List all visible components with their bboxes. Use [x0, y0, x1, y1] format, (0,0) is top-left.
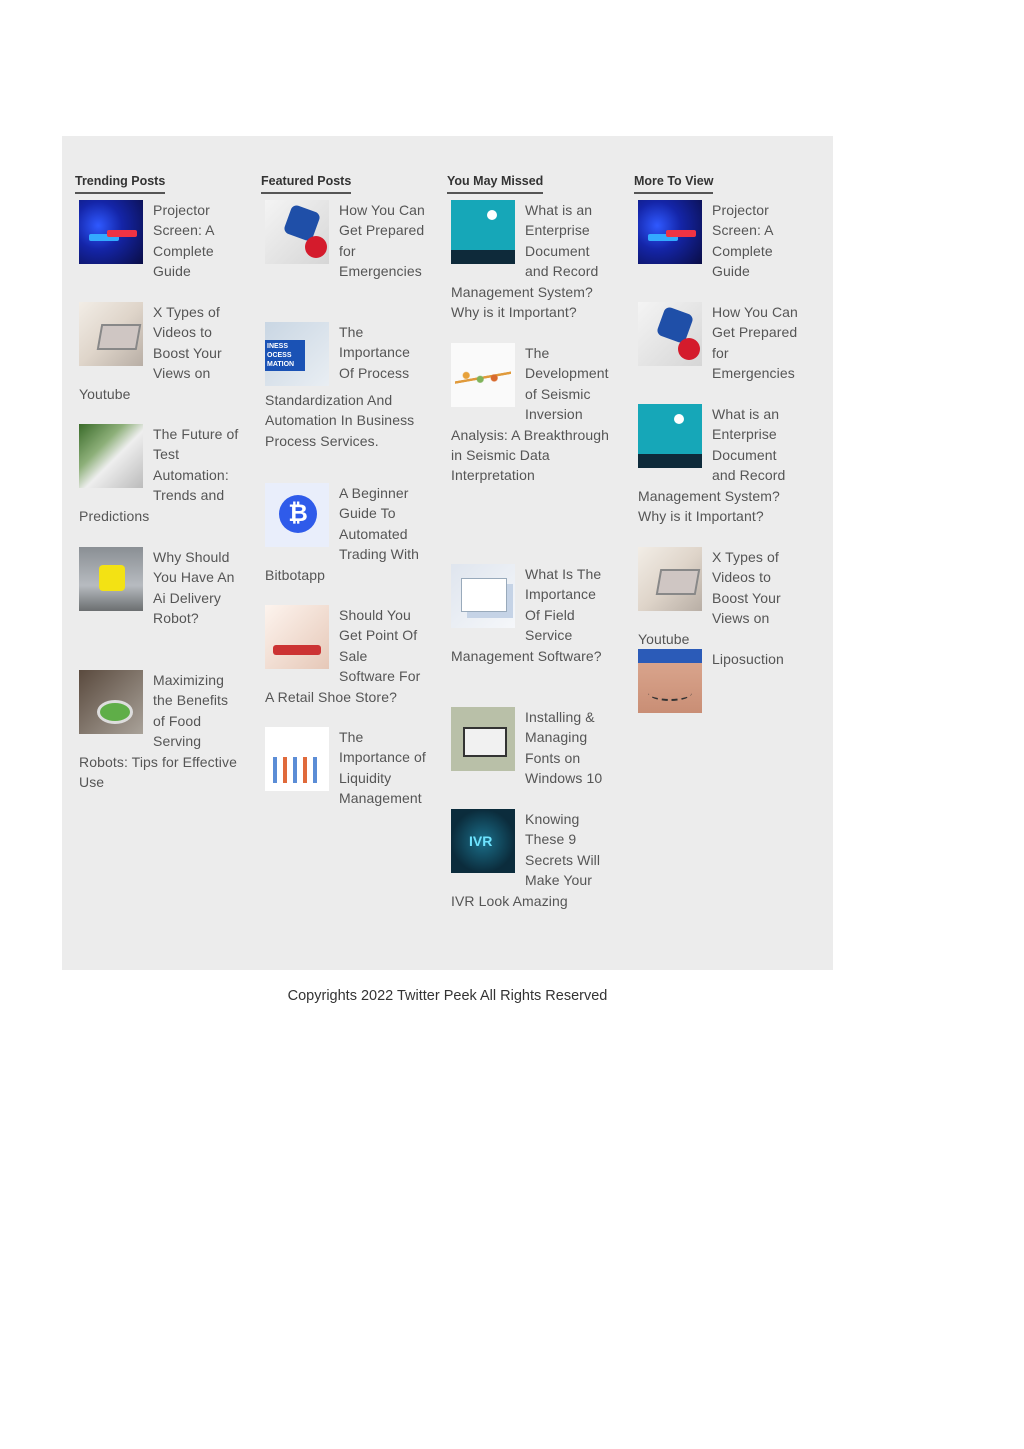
post-title[interactable]: X Types of Videos to Boost Your Views on Youtube	[79, 304, 222, 402]
post-link[interactable]	[79, 302, 241, 404]
post-link[interactable]	[451, 809, 613, 911]
post-title[interactable]: Projector Screen: A Complete Guide	[153, 202, 214, 280]
post-title[interactable]: Projector Screen: A Complete Guide	[712, 202, 773, 280]
projector-image[interactable]	[638, 200, 702, 264]
laptop-image[interactable]	[638, 547, 702, 611]
post-link[interactable]	[451, 343, 613, 486]
fonts-laptop-image[interactable]	[451, 707, 515, 771]
post-link[interactable]	[265, 605, 427, 707]
chart-image[interactable]	[265, 727, 329, 791]
business-process-image[interactable]	[265, 322, 329, 386]
post-title[interactable]: What is an Enterprise Document and Record Management System? Why is it Important?	[638, 406, 786, 525]
post-title[interactable]: Liposuction	[712, 651, 784, 667]
post-title[interactable]: X Types of Videos to Boost Your Views on Youtube	[638, 549, 781, 647]
laptop-image[interactable]	[79, 302, 143, 366]
post-title[interactable]: Installing & Managing Fonts on Windows 10	[525, 709, 603, 787]
ivr-gears-image[interactable]	[451, 809, 515, 873]
featured-posts-heading: Featured Posts	[261, 174, 351, 194]
post-link[interactable]	[638, 404, 800, 526]
post-title[interactable]: Should You Get Point Of Sale Software For A Retail Shoe Store?	[265, 607, 421, 705]
post-link[interactable]	[79, 424, 241, 526]
post-title[interactable]: Maximizing the Benefits of Food Serving Robots: Tips for Effective Use	[79, 672, 237, 791]
liposuction-image[interactable]	[638, 649, 702, 713]
first-aid-image[interactable]	[265, 200, 329, 264]
post-title[interactable]: What is an Enterprise Document and Record Management System? Why is it Important?	[451, 202, 599, 321]
copyright-text: Copyrights 2022 Twitter Peek All Rights Reserved	[287, 988, 608, 1004]
enterprise-meeting-image[interactable]	[638, 404, 702, 468]
footer-widgets-panel	[62, 136, 833, 970]
post-link[interactable]	[451, 707, 613, 789]
post-title[interactable]: A Beginner Guide To Automated Trading With Bitbotapp	[265, 485, 420, 583]
post-title[interactable]: How You Can Get Prepared for Emergencies	[339, 202, 425, 280]
post-title[interactable]: The Future of Test Automation: Trends and Predictions	[79, 426, 239, 524]
enterprise-meeting-image[interactable]	[451, 200, 515, 264]
field-service-image[interactable]	[451, 564, 515, 628]
post-title[interactable]: The Importance Of Process Standardization And Automation In Business Process Services.	[265, 324, 415, 449]
projector-image[interactable]	[79, 200, 143, 264]
post-link[interactable]	[638, 649, 800, 717]
first-aid-image[interactable]	[638, 302, 702, 366]
post-title[interactable]: Knowing These 9 Secrets Will Make Your IVR Look Amazing	[451, 811, 601, 909]
food-robot-image[interactable]	[79, 670, 143, 734]
post-title[interactable]: What Is The Importance Of Field Service Management Software?	[451, 566, 602, 664]
post-link[interactable]	[79, 670, 241, 792]
post-link[interactable]	[638, 302, 800, 384]
post-link[interactable]	[265, 727, 427, 809]
post-title[interactable]: Why Should You Have An Ai Delivery Robot?	[153, 549, 235, 627]
post-link[interactable]	[265, 483, 427, 585]
post-title[interactable]: The Development of Seismic Inversion Analysis: A Breakthrough in Seismic Data Interpretation	[451, 345, 610, 484]
post-title[interactable]: How You Can Get Prepared for Emergencies	[712, 304, 798, 382]
post-link[interactable]	[451, 200, 613, 322]
shoe-store-image[interactable]	[265, 605, 329, 669]
post-link[interactable]	[79, 200, 241, 282]
plant-laptop-image[interactable]	[79, 424, 143, 488]
post-link[interactable]	[451, 564, 613, 666]
you-may-missed-heading: You May Missed	[447, 174, 543, 194]
post-link[interactable]	[265, 322, 427, 451]
post-title[interactable]: The Importance of Liquidity Management	[339, 729, 426, 807]
post-link[interactable]	[265, 200, 427, 282]
seismic-plot-image[interactable]	[451, 343, 515, 407]
post-link[interactable]	[638, 547, 800, 649]
trending-posts-heading: Trending Posts	[75, 174, 165, 194]
post-link[interactable]	[638, 200, 800, 282]
delivery-robot-image[interactable]	[79, 547, 143, 611]
post-link[interactable]	[79, 547, 241, 629]
bitcoin-image[interactable]	[265, 483, 329, 547]
more-to-view-heading: More To View	[634, 174, 713, 194]
